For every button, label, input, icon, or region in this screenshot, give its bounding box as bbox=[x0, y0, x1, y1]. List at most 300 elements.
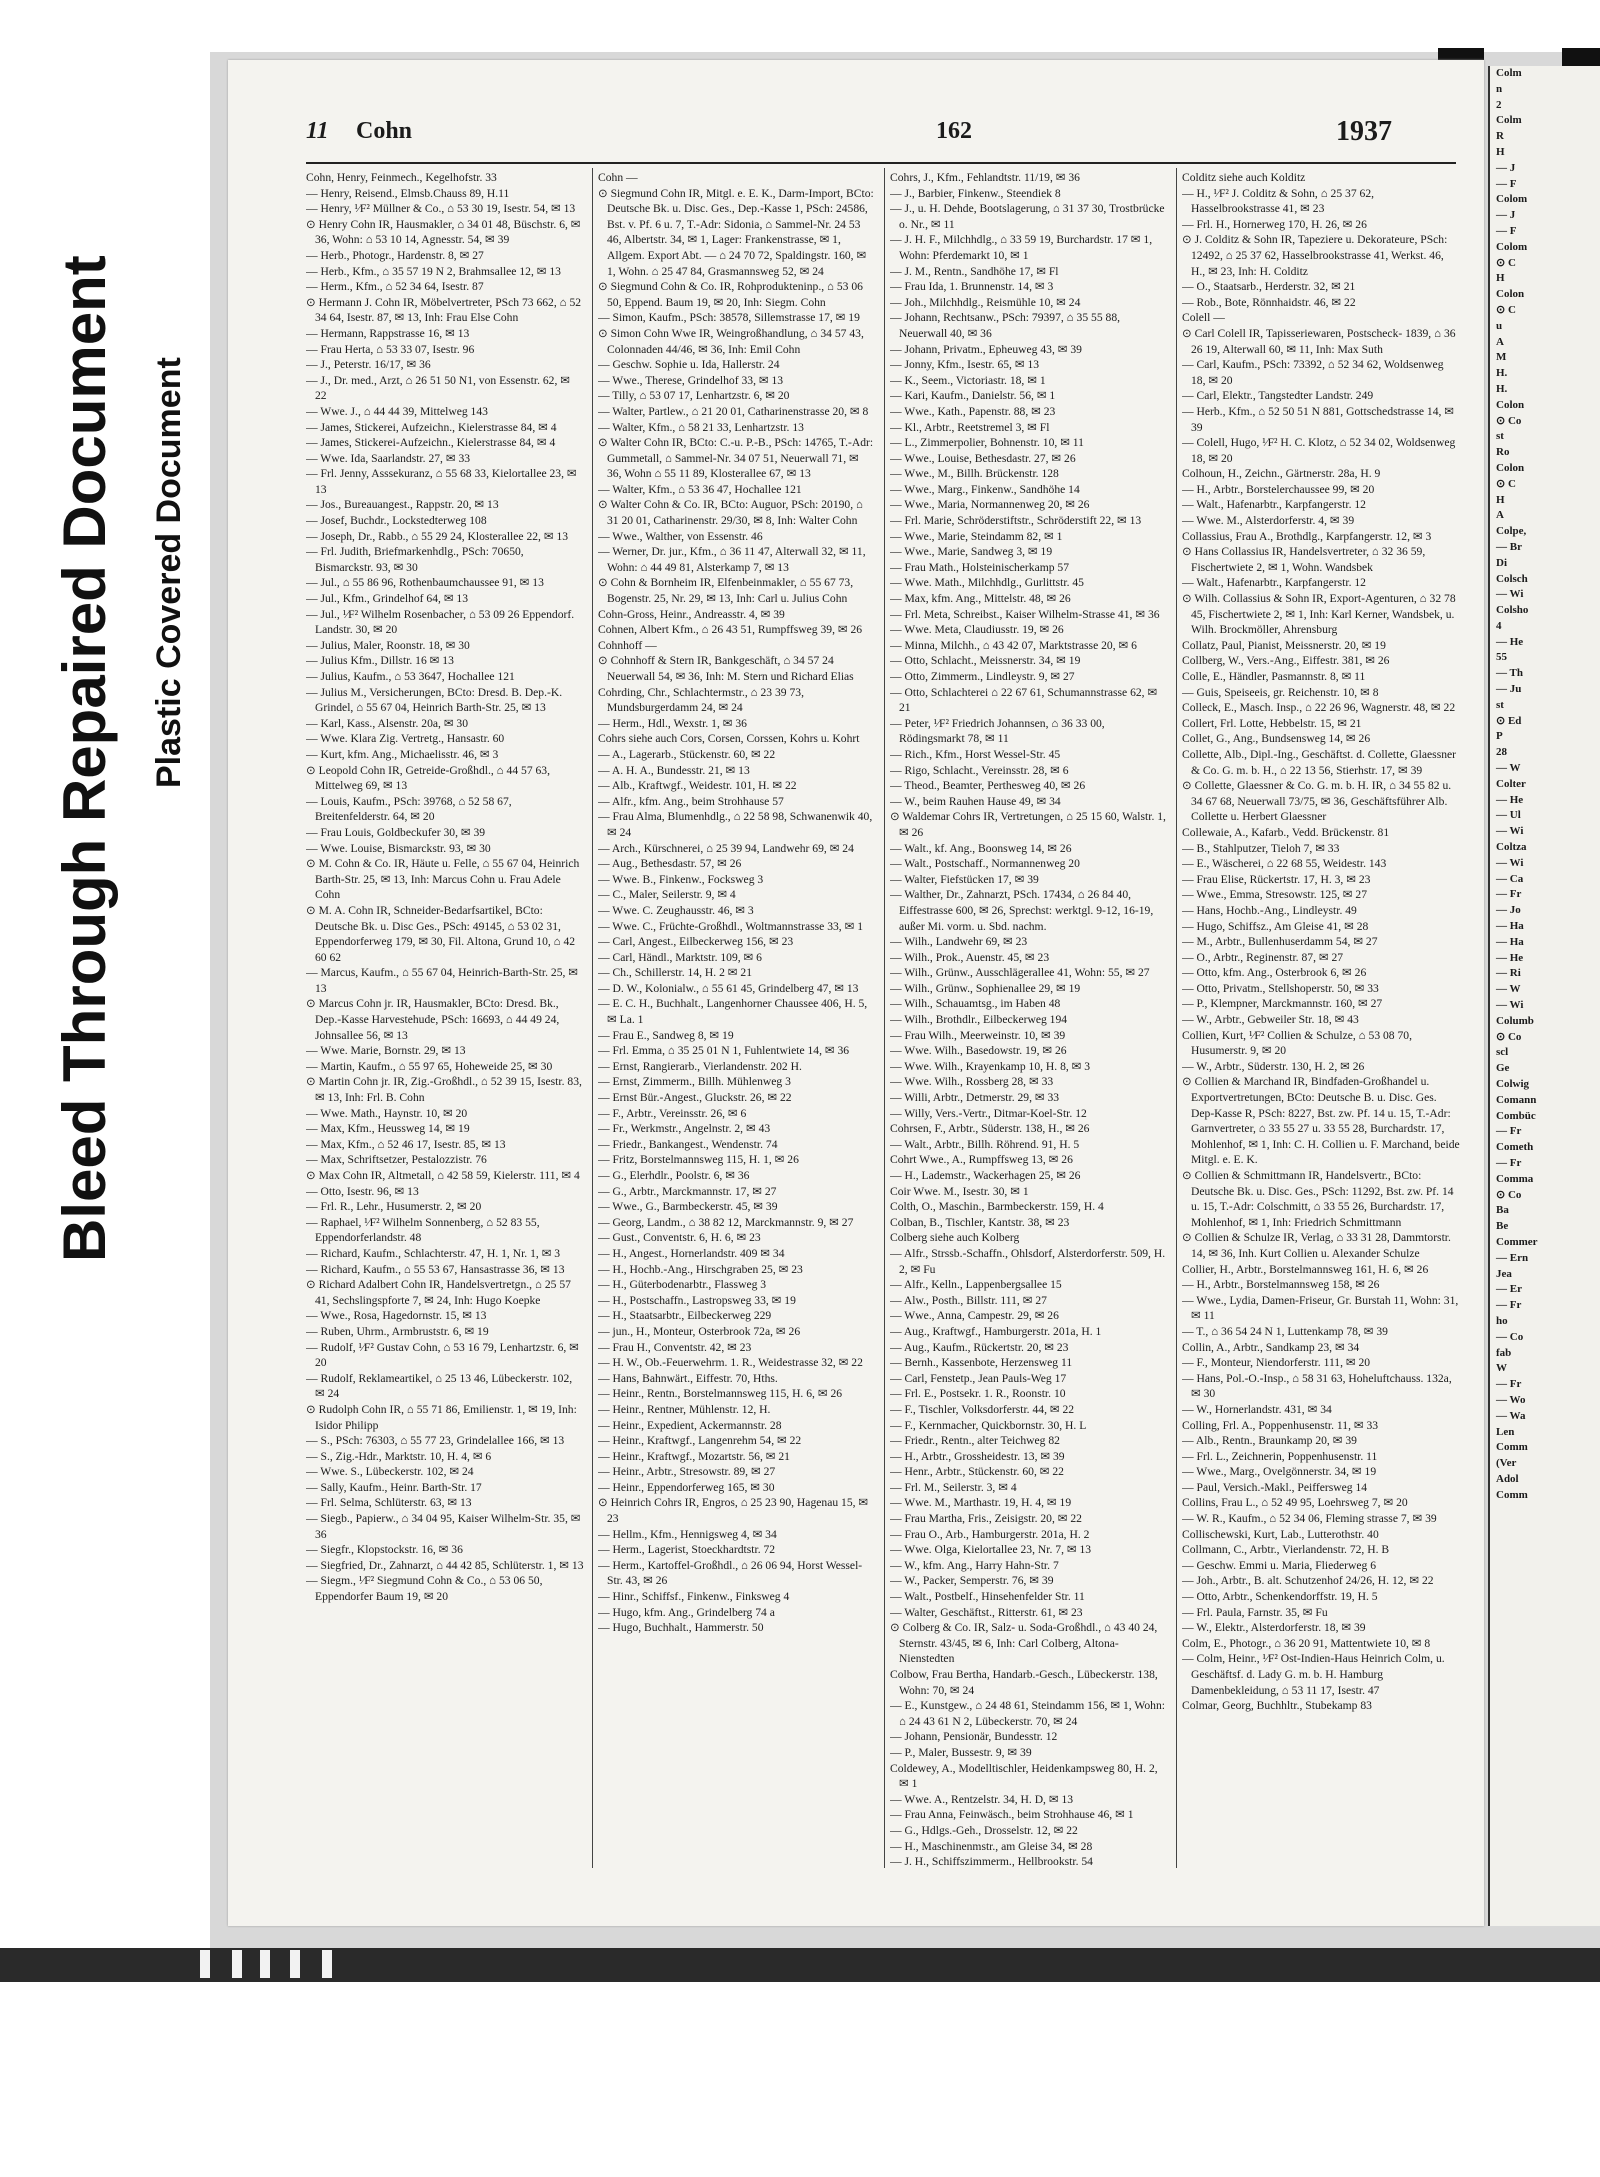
directory-entry: — Otto, Privatm., Stellshoperstr. 50, ✉ 33 bbox=[1182, 981, 1379, 995]
adjacent-page-fragment: Colter bbox=[1496, 777, 1526, 790]
directory-entry: — H., Angest., Hornerlandstr. 409 ✉ 34 bbox=[598, 1246, 785, 1260]
top-margin bbox=[0, 0, 1600, 50]
adjacent-page-fragment: Colom bbox=[1496, 240, 1528, 253]
directory-entry: Colle, E., Händler, Pasmannstr. 8, ✉ 11 bbox=[1182, 670, 1366, 683]
directory-entry: — Wwe. Olga, Kielortallee 23, Nr. 7, ✉ 13 bbox=[890, 1543, 1092, 1557]
adjacent-page-fragment: H bbox=[1496, 493, 1505, 506]
directory-entry: — F., Monteur, Niendorferstr. 111, ✉ 20 bbox=[1182, 1356, 1371, 1370]
directory-entry: — Hans, Hochb.-Ang., Lindleystr. 49 bbox=[1182, 903, 1357, 917]
directory-entry: — Richard, Kaufm., ⌂ 55 53 67, Hansastrasse 36, ✉ 13 bbox=[306, 1262, 565, 1276]
directory-entry: — Herm., Hdl., Wexstr. 1, ✉ 36 bbox=[598, 716, 747, 730]
film-notch bbox=[232, 1950, 242, 1978]
directory-entry: — Walt., Hafenarbtr., Karpfangerstr. 12 bbox=[1182, 576, 1366, 590]
adjacent-page-fragment: H bbox=[1496, 145, 1505, 158]
directory-entry: Cohn — bbox=[598, 171, 638, 184]
annotation-plastic-covered: Plastic Covered Document bbox=[150, 357, 188, 788]
directory-entry: — Kl., Arbtr., Reetstremel 3, ✉ Fl bbox=[890, 420, 1050, 434]
directory-entry: — Wwe. Klara Zig. Vertretg., Hansastr. 60 bbox=[306, 732, 505, 746]
directory-entry: — Frl. Paula, Farnstr. 35, ✉ Fu bbox=[1182, 1605, 1328, 1619]
directory-entry: — Wwe. Wilh., Rossberg 28, ✉ 33 bbox=[890, 1075, 1054, 1089]
directory-entry: Collewaie, A., Kafarb., Vedd. Brückenstr. 81 bbox=[1182, 825, 1390, 839]
directory-entry: — Carl, Elektr., Tangstedter Landstr. 249 bbox=[1182, 389, 1374, 403]
adjacent-page-fragment: st bbox=[1496, 698, 1504, 711]
directory-entry: ⊙ Carl Colell IR, Tapisseriewaren, Postscheck- 1839, ⌂ 36 26 19, Alterwall 60, ✉ 11, Inh: Max Suth bbox=[1182, 326, 1456, 356]
adjacent-page-fragment: Colon bbox=[1496, 288, 1525, 301]
adjacent-page-fragment: Comma bbox=[1496, 1172, 1534, 1185]
directory-entry: — Frau Elise, Rückertstr. 17, H. 3, ✉ 23 bbox=[1182, 872, 1371, 886]
directory-entry: — Wwe. C., Früchte-Großhdl., Woltmannstrasse 33, ✉ 1 bbox=[598, 919, 863, 933]
directory-entry: — Sally, Kaufm., Heinr. Barth-Str. 17 bbox=[306, 1480, 482, 1494]
directory-entry: — Walt., kf. Ang., Boonsweg 14, ✉ 26 bbox=[890, 841, 1072, 855]
directory-entry: Colbow, Frau Bertha, Handarb.-Gesch., Lübeckerstr. 138, Wohn: 70, ✉ 24 bbox=[890, 1668, 1158, 1697]
directory-entry: — Wwe. Wilh., Krayenkamp 10, H. 8, ✉ 3 bbox=[890, 1059, 1091, 1073]
directory-entry: — H., Arbtr., Borstelerchaussee 99, ✉ 20 bbox=[1182, 482, 1375, 496]
adjacent-page-fragment: — Wi bbox=[1496, 999, 1524, 1012]
directory-entry: — H., Maschinenmstr., am Gleise 34, ✉ 28 bbox=[890, 1839, 1093, 1853]
directory-entry: — Joh., Arbtr., B. alt. Schutzenhof 24/26, H. 12, ✉ 22 bbox=[1182, 1574, 1434, 1588]
adjacent-page-fragment: — Wi bbox=[1496, 825, 1524, 838]
directory-entry: — J., Dr. med., Arzt, ⌂ 26 51 50 N1, von Essenstr. 62, ✉ 22 bbox=[306, 373, 570, 403]
directory-entry: ⊙ Siegmund Cohn IR, Mitgl. e. E. K., Darm-Import, BCto: Deutsche Bk. u. Disc. Ges., Dep.-Kasse 1, PSch: 24586, Bst. v. Pf. 6 u. 7, T.-Adr: Sidonia, ⌂ Sammel-Nr. 24 53 46, Albertstr. 34, ✉ 1, Lager: Frankenstrasse, ✉ 1, Allgem. Export Abt. — ⌂ 24 70 72, Spaldingstr. 160, ✉ 1, Wohn. ⌂ 25 47 84, Grasmannsweg 52, ✉ 24 bbox=[598, 186, 874, 278]
directory-entry: — Otto, kfm. Ang., Osterbrook 6, ✉ 26 bbox=[1182, 966, 1367, 980]
directory-entry: — Wwe. Wilh., Basedowstr. 19, ✉ 26 bbox=[890, 1044, 1067, 1058]
directory-entry: — Herm., Lagerist, Stoeckhardtstr. 72 bbox=[598, 1543, 776, 1557]
directory-entry: ⊙ Simon Cohn Wwe IR, Weingroßhandlung, ⌂ 34 57 43, Colonnaden 44/46, ✉ 36, Inh: Emil Cohn bbox=[598, 326, 864, 356]
adjacent-page-fragment: R bbox=[1496, 130, 1504, 143]
directory-entry: — Wwe., Louise, Bethesdastr. 27, ✉ 26 bbox=[890, 451, 1076, 465]
directory-entry: — Alb., Rentn., Braunkamp 20, ✉ 39 bbox=[1182, 1434, 1357, 1448]
directory-entry: — Max, Kfm., ⌂ 52 46 17, Isestr. 85, ✉ 13 bbox=[306, 1137, 506, 1151]
directory-entry: — Wwe., Emma, Stresowstr. 125, ✉ 27 bbox=[1182, 888, 1368, 902]
directory-entry: — Fritz, Borstelmannsweg 115, H. 1, ✉ 26 bbox=[598, 1153, 799, 1167]
adjacent-page-fragment: W bbox=[1496, 1362, 1507, 1375]
adjacent-page-fragment: — Ri bbox=[1496, 967, 1521, 980]
directory-entry: — H., Lademstr., Wackerhagen 25, ✉ 26 bbox=[890, 1169, 1081, 1182]
directory-entry: — Johann, Pensionär, Bundesstr. 12 bbox=[890, 1730, 1058, 1744]
directory-entry: — E. C. H., Buchhalt., Langenhorner Chaussee 406, H. 5, ✉ La. 1 bbox=[598, 997, 868, 1027]
adjacent-page-fragment: Jea bbox=[1496, 1267, 1512, 1280]
page-year: 1937 bbox=[1336, 116, 1392, 147]
directory-entry: ⊙ Walter Cohn IR, BCto: C.-u. P.-B., PSch: 14765, T.-Adr: Gummetall, ⌂ Sammel-Nr. 34 07 51, Neuerwall 71, ✉ 36, Wohn ⌂ 55 11 89, Klosterallee 67, ✉ 13 bbox=[598, 436, 874, 481]
directory-entry: Cohn-Gross, Heinr., Andreasstr. 4, ✉ 39 bbox=[598, 607, 785, 621]
directory-entry: — H., Arbtr., Grossheidestr. 13, ✉ 39 bbox=[890, 1449, 1065, 1463]
directory-entry: ⊙ Colberg & Co. IR, Salz- u. Soda-Großhdl., ⌂ 43 40 24, Sternstr. 43/45, ✉ 6, Inh: Carl Colberg, Altona-Nienstedten bbox=[890, 1621, 1158, 1666]
film-notch bbox=[200, 1950, 210, 1978]
directory-entry: Colditz siehe auch Kolditz bbox=[1182, 171, 1306, 184]
page-prefix: 11 bbox=[306, 118, 329, 144]
directory-entry: Collin, A., Arbtr., Sandkamp 23, ✉ 34 bbox=[1182, 1340, 1360, 1354]
directory-entry: — Frl. Judith, Briefmarkenhdlg., PSch: 70650, Bismarckstr. 93, ✉ 30 bbox=[306, 545, 524, 574]
adjacent-page-fragment: ⊙ Co bbox=[1496, 414, 1522, 427]
directory-entry: Collischewski, Kurt, Lab., Lutterothstr. 40 bbox=[1182, 1527, 1379, 1541]
adjacent-page-fragment: 4 bbox=[1496, 619, 1502, 632]
adjacent-page-fragment: ⊙ C bbox=[1496, 477, 1516, 490]
directory-entry: — Frau O., Arb., Hamburgerstr. 201a, H. 2 bbox=[890, 1527, 1090, 1541]
directory-entry: — Johann, Privatm., Epheuweg 43, ✉ 39 bbox=[890, 342, 1082, 356]
directory-entry: Collberg, W., Vers.-Ang., Eiffestr. 381, ✉ 26 bbox=[1182, 654, 1390, 668]
adjacent-page-fragment: Ro bbox=[1496, 446, 1510, 459]
directory-entry: — Heinr., Kraftwgf., Mozartstr. 56, ✉ 21 bbox=[598, 1449, 790, 1463]
directory-entry: ⊙ Marcus Cohn jr. IR, Hausmakler, BCto: Dresd. Bk., Dep.-Kasse Harvestehude, PSch: 16693, ⌂ 44 49 24, Johnsallee 56, ✉ 13 bbox=[306, 997, 560, 1042]
directory-entry: — Simon, Kaufm., PSch: 38578, Sillemstrasse 17, ✉ 19 bbox=[598, 311, 860, 325]
directory-entry: — Otto, Isestr. 96, ✉ 13 bbox=[306, 1184, 419, 1198]
directory-entry: Collmann, C., Arbtr., Vierlandenstr. 72, H. B bbox=[1182, 1543, 1390, 1557]
directory-entry: — Geschw. Sophie u. Ida, Hallerstr. 24 bbox=[598, 358, 780, 372]
directory-entry: — Geschw. Emmi u. Maria, Fliederweg 6 bbox=[1182, 1558, 1377, 1572]
adjacent-page-fragment: — Ha bbox=[1496, 920, 1524, 933]
directory-entry: — Hans, Pol.-O.-Insp., ⌂ 58 31 63, Hoheluftchauss. 132a, ✉ 30 bbox=[1182, 1371, 1452, 1401]
directory-entry: — Otto, Schlachterei ⌂ 22 67 61, Schumannstrasse 62, ✉ 21 bbox=[890, 685, 1158, 715]
directory-entry: Cohrs siehe auch Cors, Corsen, Corssen, Kohrs u. Kohrt bbox=[598, 732, 860, 746]
directory-entry: Collet, G., Ang., Bundsensweg 14, ✉ 26 bbox=[1182, 732, 1371, 746]
directory-entry: — Wwe., Lydia, Damen-Friseur, Gr. Burstah 11, Wohn: 31, ✉ 11 bbox=[1182, 1293, 1459, 1323]
directory-entry: — T., ⌂ 36 54 24 N 1, Luttenkamp 78, ✉ 39 bbox=[1182, 1324, 1388, 1338]
directory-entry: — Otto, Arbtr., Schenkendorffstr. 19, H. 5 bbox=[1182, 1590, 1378, 1604]
directory-entry: Colberg siehe auch Kolberg bbox=[890, 1231, 1020, 1245]
directory-entry: — Karl, Kass., Alsenstr. 20a, ✉ 30 bbox=[306, 716, 469, 730]
directory-entry: — O., Arbtr., Reginenstr. 87, ✉ 27 bbox=[1182, 950, 1344, 964]
directory-entry: Cohrs, J., Kfm., Fehlandtstr. 11/19, ✉ 36 bbox=[890, 171, 1080, 184]
directory-entry: Colleck, E., Masch. Insp., ⌂ 22 26 96, Wagnerstr. 48, ✉ 22 bbox=[1182, 701, 1456, 715]
directory-entry: ⊙ Max Cohn IR, Altmetall, ⌂ 42 58 59, Kielerstr. 111, ✉ 4 bbox=[306, 1169, 580, 1182]
directory-entry: — Wwe., Therese, Grindelhof 33, ✉ 13 bbox=[598, 373, 784, 387]
adjacent-page-fragment: Colsch bbox=[1496, 572, 1528, 585]
directory-column-4 bbox=[1182, 170, 1460, 1870]
adjacent-page-fragment: Ba bbox=[1496, 1204, 1509, 1217]
directory-entry: — Frl. H., Hornerweg 170, H. 26, ✉ 26 bbox=[1182, 217, 1367, 231]
adjacent-page-fragment: ho bbox=[1496, 1314, 1508, 1327]
directory-entry: — Raphael, ¹⁄F² Wilhelm Sonnenberg, ⌂ 52 83 55, Eppendorferlandstr. 48 bbox=[306, 1215, 540, 1245]
directory-entry: — Frau Wilh., Meerweinstr. 10, ✉ 39 bbox=[890, 1028, 1066, 1042]
adjacent-page-fragment: — Fr bbox=[1496, 1378, 1522, 1391]
directory-entry: — Otto, Zimmerm., Lindleystr. 9, ✉ 27 bbox=[890, 670, 1075, 683]
directory-entry: — Herm., Kfm., ⌂ 52 34 64, Isestr. 87 bbox=[306, 280, 484, 294]
directory-entry: — H., Güterbodenarbtr., Flassweg 3 bbox=[598, 1278, 767, 1292]
directory-entry: — Jonny, Kfm., Isestr. 65, ✉ 13 bbox=[890, 358, 1040, 372]
directory-column-3 bbox=[890, 170, 1168, 1870]
directory-entry: — Wilh., Schauamtsg., im Haben 48 bbox=[890, 997, 1061, 1011]
directory-entry: — W., Elektr., Alsterdorferstr. 18, ✉ 39 bbox=[1182, 1621, 1366, 1635]
directory-entry: — Alb., Kraftwgf., Weidestr. 101, H. ✉ 22 bbox=[598, 779, 797, 793]
adjacent-page-fragment: ⊙ Co bbox=[1496, 1188, 1522, 1201]
adjacent-page-fragment: Adol bbox=[1496, 1472, 1519, 1485]
adjacent-page-fragment: Colwig bbox=[1496, 1078, 1529, 1090]
directory-entry: — Heinr., Arbtr., Stresowstr. 89, ✉ 27 bbox=[598, 1465, 776, 1479]
directory-entry: — Heinr., Kraftwgf., Langenrehm 54, ✉ 22 bbox=[598, 1434, 802, 1448]
directory-entry: — Heinr., Eppendorferweg 165, ✉ 30 bbox=[598, 1480, 775, 1494]
adjacent-page-fragment: ⊙ C bbox=[1496, 303, 1516, 316]
directory-entry: — Hinr., Schiffsf., Finkenw., Finksweg 4 bbox=[598, 1590, 790, 1604]
directory-entry: — Colm, Heinr., ¹⁄F² Ost-Indien-Haus Heinrich Colm, u. Geschäftsf. d. Lady G. m. b. H. Hamburg Damenbekleidung, ⌂ 53 11 17, Isestr. 47 bbox=[1182, 1652, 1445, 1697]
directory-entry: Collins, Frau L., ⌂ 52 49 95, Loehrsweg 7, ✉ 20 bbox=[1182, 1496, 1408, 1510]
directory-entry: — Wwe. A., Rentzelstr. 34, H. D, ✉ 13 bbox=[890, 1792, 1074, 1806]
adjacent-page-fragment: — Br bbox=[1496, 540, 1522, 553]
adjacent-page-fragment: 28 bbox=[1496, 746, 1507, 759]
column-divider bbox=[592, 168, 593, 1868]
directory-entry: — Walt., Hafenarbtr., Karpfangerstr. 12 bbox=[1182, 498, 1366, 512]
directory-entry: — Julius, Maler, Roonstr. 18, ✉ 30 bbox=[306, 638, 470, 652]
directory-entry: — Hermann, Rappstrasse 16, ✉ 13 bbox=[306, 326, 470, 340]
directory-entry: Colmar, Georg, Buchhltr., Stubekamp 83 bbox=[1182, 1699, 1372, 1713]
directory-entry: ⊙ Waldemar Cohrs IR, Vertretungen, ⌂ 25 15 60, Walstr. 1, ✉ 26 bbox=[890, 810, 1166, 839]
directory-entry: — Wwe., Marg., Finkenw., Sandhöhe 14 bbox=[890, 482, 1080, 496]
adjacent-page-fragment: — Ul bbox=[1496, 809, 1521, 822]
directory-entry: — Walt., Postbelf., Hinsehenfelder Str. 11 bbox=[890, 1590, 1085, 1604]
directory-page bbox=[228, 60, 1484, 1926]
directory-entry: — Frau Martha, Fris., Zeisigstr. 20, ✉ 22 bbox=[890, 1512, 1082, 1526]
directory-entry: — Max, Kfm., Heussweg 14, ✉ 19 bbox=[306, 1122, 470, 1136]
directory-entry: — W., Arbtr., Gebweiler Str. 18, ✉ 43 bbox=[1182, 1013, 1359, 1027]
adjacent-page-fragment: — Ju bbox=[1496, 683, 1522, 696]
directory-entry: — Wwe. Ida, Saarlandstr. 27, ✉ 33 bbox=[306, 451, 471, 465]
directory-entry: ⊙ Cohnhoff & Stern IR, Bankgeschäft, ⌂ 34 57 24 Neuerwall 54, ✉ 36, Inh: M. Stern und Richard Elias bbox=[598, 654, 854, 683]
directory-entry: — Walter, Partlew., ⌂ 21 20 01, Catharinenstrasse 20, ✉ 8 bbox=[598, 404, 869, 418]
adjacent-page-fragment: — Wa bbox=[1496, 1409, 1526, 1422]
directory-entry: — Herb., Photogr., Hardenstr. 8, ✉ 27 bbox=[306, 248, 484, 262]
adjacent-page-fragment: ⊙ Co bbox=[1496, 1030, 1522, 1043]
directory-entry: — Wwe. Math., Milchhdlg., Gurlittstr. 45 bbox=[890, 576, 1084, 590]
directory-entry: — Frl. Selma, Schlüterstr. 63, ✉ 13 bbox=[306, 1496, 472, 1510]
directory-entry: — Alfr., Strssb.-Schaffn., Ohlsdorf, Alsterdorferstr. 509, H. 2, ✉ Fu bbox=[890, 1246, 1166, 1276]
directory-entry: — Willi, Arbtr., Detmerstr. 29, ✉ 33 bbox=[890, 1091, 1060, 1105]
directory-entry: — Wwe. Marie, Bornstr. 29, ✉ 13 bbox=[306, 1044, 466, 1058]
directory-entry: — Heinr., Expedient, Ackermannstr. 28 bbox=[598, 1418, 782, 1432]
directory-entry: — S., PSch: 76303, ⌂ 55 77 23, Grindelallee 166, ✉ 13 bbox=[306, 1434, 565, 1448]
adjacent-page-fragment: 2 bbox=[1496, 98, 1502, 111]
directory-entry: — Arch., Kürschnerei, ⌂ 25 39 94, Landwehr 69, ✉ 24 bbox=[598, 841, 854, 855]
directory-entry: ⊙ Collien & Schulze IR, Verlag, ⌂ 33 31 28, Dammtorstr. 14, ✉ 36, Inh. Kurt Collien u. Alexander Schulze bbox=[1182, 1231, 1451, 1260]
directory-entry: — Marcus, Kaufm., ⌂ 55 67 04, Heinrich-Barth-Str. 25, ✉ 13 bbox=[306, 966, 579, 995]
directory-entry: — J. H. F., Milchhdlg., ⌂ 33 59 19, Burchardstr. 17 ✉ 1, Wohn: Pferdemarkt 10, ✉ 1 bbox=[890, 233, 1153, 262]
directory-entry: — Wwe., Marie, Sandweg 3, ✉ 19 bbox=[890, 545, 1053, 559]
directory-entry: ⊙ Walter Cohn & Co. IR, BCto: Auguor, PSch: 20190, ⌂ 31 20 01, Catharinenstr. 29/30, ✉ 8, Inh: Walter Cohn bbox=[598, 498, 863, 528]
directory-entry: ⊙ Collien & Marchand IR, Bindfaden-Großhandel u. Exportvertretungen, BCto: Deutsche B. u. Disc. Ges. Dep-Kasse R, PSch: 8227, Bst. zw. Pf. 14 u. 15, T.-Adr: Garnvertreter, ⌂ 33 55 27 u. 33 55 28, Burchardstr. 17, Mohlenhof, ✉ 1, Inh: C. H. Collien u. F. Marchand, beide Mitgl. e. E. K. bbox=[1182, 1075, 1460, 1167]
directory-entry: — Alfr., kfm. Ang., beim Strohhause 57 bbox=[598, 794, 784, 808]
directory-entry: — M., Arbtr., Bullenhuserdamm 54, ✉ 27 bbox=[1182, 935, 1378, 949]
directory-entry: ⊙ Martin Cohn jr. IR, Zig.-Großhdl., ⌂ 52 39 15, Isestr. 83, ✉ 13, Inh: Frl. B. Cohn bbox=[306, 1075, 582, 1105]
directory-entry: — W., Packer, Semperstr. 76, ✉ 39 bbox=[890, 1574, 1054, 1588]
adjacent-page-fragment: H. bbox=[1496, 367, 1508, 380]
directory-entry: — Louis, Kaufm., PSch: 39768, ⌂ 52 58 67, Breitenfelderstr. 64, ✉ 20 bbox=[306, 794, 512, 824]
directory-entry: — Wwe., Rosa, Hagedornstr. 15, ✉ 13 bbox=[306, 1309, 487, 1323]
directory-entry: — Wwe., Kath., Papenstr. 88, ✉ 23 bbox=[890, 404, 1056, 418]
directory-entry: — Wwe. Math., Haynstr. 10, ✉ 20 bbox=[306, 1106, 468, 1120]
adjacent-page-fragment: n bbox=[1496, 82, 1503, 95]
directory-entry: — Colell, Hugo, ¹⁄F² H. C. Klotz, ⌂ 52 34 02, Woldsenweg 18, ✉ 20 bbox=[1182, 436, 1456, 465]
directory-entry: — Carl, Kaufm., PSch: 73392, ⌂ 52 34 62, Woldsenweg 18, ✉ 20 bbox=[1182, 358, 1444, 387]
directory-entry: — Tilly, ⌂ 53 07 17, Lenhartzstr. 6, ✉ 20 bbox=[598, 389, 790, 403]
directory-entry: — Otto, Schlacht., Meissnerstr. 34, ✉ 19 bbox=[890, 654, 1081, 668]
directory-entry: — Rigo, Schlacht., Vereinsstr. 28, ✉ 6 bbox=[890, 763, 1069, 777]
directory-entry: — Wilh., Brothdlr., Eilbeckerweg 194 bbox=[890, 1013, 1068, 1027]
directory-entry: — Walter, Kfm., ⌂ 53 36 47, Hochallee 121 bbox=[598, 482, 802, 496]
adjacent-page-fragment: u bbox=[1496, 319, 1503, 332]
directory-entry: ⊙ Heinrich Cohrs IR, Engros, ⌂ 25 23 90, Hagenau 15, ✉ 23 bbox=[598, 1496, 869, 1526]
adjacent-page-fragment: Comann bbox=[1496, 1093, 1537, 1106]
directory-entry: — Frl. R., Lehr., Husumerstr. 2, ✉ 20 bbox=[306, 1200, 482, 1214]
directory-entry: — F., Kernmacher, Quickbornstr. 30, H. L bbox=[890, 1418, 1087, 1432]
directory-entry: — Henry, Reisend., Elmsb.Chauss 89, H.11 bbox=[306, 186, 510, 200]
adjacent-page-fragment: — Fr bbox=[1496, 1156, 1522, 1169]
directory-entry: — Ernst, Rangierarb., Vierlandenstr. 202 H. bbox=[598, 1059, 802, 1073]
directory-entry: — Kurt, kfm. Ang., Michaelisstr. 46, ✉ 3 bbox=[306, 747, 499, 761]
directory-entry: — W. R., Kaufm., ⌂ 52 34 06, Fleming strasse 7, ✉ 39 bbox=[1182, 1512, 1437, 1526]
directory-entry: Collatz, Paul, Pianist, Meissnerstr. 20, ✉ 19 bbox=[1182, 638, 1386, 652]
adjacent-page-fragment: — Wo bbox=[1496, 1393, 1526, 1406]
directory-entry: — J., Barbier, Finkenw., Steendiek 8 bbox=[890, 186, 1061, 200]
directory-entry: — Wilh., Prok., Auenstr. 45, ✉ 23 bbox=[890, 950, 1050, 964]
directory-entry: — Walter, Kfm., ⌂ 58 21 33, Lenhartzstr. 13 bbox=[598, 420, 804, 434]
directory-entry: — Richard, Kaufm., Schlachterstr. 47, H. 1, Nr. 1, ✉ 3 bbox=[306, 1246, 561, 1260]
directory-entry: — Frau Louis, Goldbeckufer 30, ✉ 39 bbox=[306, 825, 486, 839]
directory-entry: — Guis, Speiseeis, gr. Reichenstr. 10, ✉ 8 bbox=[1182, 685, 1379, 699]
directory-entry: Collette, Alb., Dipl.-Ing., Geschäftst. d. Collette, Glaessner & Co. G. m. b. H., ⌂ 22 13 56, Stierhstr. 17, ✉ 39 bbox=[1182, 747, 1457, 777]
directory-entry: — Carl, Angest., Eilbeckerweg 156, ✉ 23 bbox=[598, 935, 794, 949]
directory-entry: — Frl. Jenny, Asssekuranz, ⌂ 55 68 33, Kielortallee 23, ✉ 13 bbox=[306, 467, 577, 496]
directory-entry: ⊙ M. A. Cohn IR, Schneider-Bedarfsartikel, BCto: Deutsche Bk. u. Disc Ges., PSch: 49145, ⌂ 53 02 31, Eppendorferweg 179, ✉ 30, Fil. Altona, Grund 10, ⌂ 42 60 62 bbox=[306, 903, 576, 964]
directory-entry: — L., Zimmerpolier, Bohnenstr. 10, ✉ 11 bbox=[890, 436, 1084, 450]
adjacent-page-fragment: Ge bbox=[1496, 1062, 1510, 1075]
directory-entry: — Peter, ¹⁄F² Friedrich Johannsen, ⌂ 36 33 00, Rödingsmarkt 78, ✉ 11 bbox=[890, 716, 1105, 746]
adjacent-page-fragment: — He bbox=[1496, 793, 1524, 806]
directory-entry: — D. W., Kolonialw., ⌂ 55 61 45, Grindelberg 47, ✉ 13 bbox=[598, 981, 859, 995]
directory-entry: — Walter, Geschäftst., Ritterstr. 61, ✉ 23 bbox=[890, 1605, 1083, 1619]
directory-entry: — Wwe. Louise, Bismarckstr. 93, ✉ 30 bbox=[306, 841, 491, 855]
directory-entry: — Frau H., Conventstr. 42, ✉ 23 bbox=[598, 1340, 752, 1354]
directory-entry: — Gust., Conventstr. 6, H. 6, ✉ 23 bbox=[598, 1231, 761, 1245]
directory-entry: — Jul., Kfm., Grindelhof 64, ✉ 13 bbox=[306, 592, 469, 606]
page-number: 162 bbox=[936, 118, 972, 144]
directory-entry: — Wwe., G., Barmbeckerstr. 45, ✉ 39 bbox=[598, 1200, 778, 1214]
directory-entry: — E., Wäscherei, ⌂ 22 68 55, Weidestr. 143 bbox=[1182, 857, 1387, 871]
directory-entry: — James, Stickerei-Aufzeichn., Kielerstrasse 84, ✉ 4 bbox=[306, 436, 556, 450]
directory-entry: — W., Arbtr., Süderstr. 130, H. 2, ✉ 26 bbox=[1182, 1059, 1365, 1073]
directory-entry: Coir Wwe. M., Isestr. 30, ✉ 1 bbox=[890, 1184, 1029, 1198]
directory-entry: — Walter, Fiefstücken 17, ✉ 39 bbox=[890, 872, 1039, 886]
directory-entry: — H., Postschaffn., Lastropsweg 33, ✉ 19 bbox=[598, 1293, 796, 1307]
directory-entry: — G., Elerhdlr., Poolstr. 6, ✉ 36 bbox=[598, 1169, 750, 1182]
adjacent-page-fragment: — He bbox=[1496, 951, 1524, 964]
adjacent-page-fragment: Colm bbox=[1496, 67, 1522, 79]
directory-entry: — Hugo, Schiffsz., Am Gleise 41, ✉ 28 bbox=[1182, 919, 1369, 933]
adjacent-page-fragment: Colom bbox=[1496, 193, 1528, 206]
adjacent-page-fragment: — Fr bbox=[1496, 888, 1522, 901]
adjacent-page-fragment: — F bbox=[1496, 177, 1517, 190]
directory-entry: ⊙ Cohn & Bornheim IR, Elfenbeinmakler, ⌂ 55 67 73, Bogenstr. 25, Nr. 29, ✉ 13, Inh: Carl u. Julius Cohn bbox=[598, 576, 854, 606]
directory-entry: — Rudolf, Reklameartikel, ⌂ 25 13 46, Lübeckerstr. 102, ✉ 24 bbox=[306, 1371, 573, 1401]
directory-entry: Collassius, Frau A., Brothdlg., Karpfangerstr. 12, ✉ 3 bbox=[1182, 529, 1432, 543]
adjacent-page-fragment: — F bbox=[1496, 224, 1517, 237]
directory-entry: Cohrt Wwe., A., Rumpffsweg 13, ✉ 26 bbox=[890, 1153, 1073, 1167]
page-heading-name: Cohn bbox=[356, 118, 413, 144]
directory-entry: — Wwe., Walther, von Essenstr. 46 bbox=[598, 529, 763, 543]
adjacent-page-fragment: — Co bbox=[1496, 1330, 1524, 1343]
adjacent-page-fragment: A bbox=[1496, 335, 1504, 348]
directory-entry: — C., Maler, Seilerstr. 9, ✉ 4 bbox=[598, 888, 736, 902]
directory-entry: — Wilh., Grünw., Ausschlägerallee 41, Wohn: 55, ✉ 27 bbox=[890, 966, 1150, 980]
directory-entry: — J., u. H. Dehde, Bootslagerung, ⌂ 31 37 30, Trostbrücke o. Nr., ✉ 11 bbox=[890, 202, 1165, 231]
directory-entry: Collier, H., Arbtr., Borstelmannsweg 161, H. 6, ✉ 26 bbox=[1182, 1262, 1429, 1276]
adjacent-page-fragment: scl bbox=[1496, 1046, 1509, 1059]
header-rule bbox=[306, 162, 1456, 164]
directory-entry: — Heinr., Rentner, Mühlenstr. 12, H. bbox=[598, 1402, 771, 1416]
directory-entry: — Wwe. Meta, Claudiusstr. 19, ✉ 26 bbox=[890, 623, 1064, 637]
directory-entry: ⊙ Collette, Glaessner & Co. G. m. b. H. IR, ⌂ 34 55 82 u. 34 67 68, Neuerwall 73/75, ✉ 36, Geschäftsführer Alb. Collette u. Herbert Glaessner bbox=[1182, 779, 1452, 824]
directory-entry: — Wwe. B., Finkenw., Focksweg 3 bbox=[598, 872, 764, 886]
adjacent-page-fragment: — He bbox=[1496, 635, 1524, 648]
directory-entry: ⊙ J. Colditz & Sohn IR, Tapeziere u. Dekorateure, PSch: 12492, ⌂ 25 37 62, Hasselbrookstrasse 41, Werkst. 46, H., ✉ 23, Inh: H. Colditz bbox=[1182, 233, 1448, 278]
directory-entry: — Walther, Dr., Zahnarzt, PSch. 17434, ⌂ 26 84 40, Eiffestrasse 600, ✉ 26, Sprechst: werktgl. 9-12, 16-19, außer Mi. vorm. u. Sbd. nachm. bbox=[890, 888, 1154, 933]
directory-entry: — Frau Herta, ⌂ 53 33 07, Isestr. 96 bbox=[306, 342, 475, 356]
adjacent-page-fragment: Colon bbox=[1496, 398, 1525, 411]
directory-entry: — Theod., Beamter, Perthesweg 40, ✉ 26 bbox=[890, 779, 1086, 793]
directory-entry: — Aug., Kraftwgf., Hamburgerstr. 201a, H. 1 bbox=[890, 1324, 1102, 1338]
adjacent-page-fragment: Comm bbox=[1496, 1488, 1528, 1501]
directory-entry: — Max, Schriftsetzer, Pestalozzistr. 76 bbox=[306, 1153, 487, 1167]
directory-entry: — H., Staatsarbtr., Eilbeckerweg 229 bbox=[598, 1309, 772, 1323]
adjacent-page-fragment: Combüc bbox=[1496, 1109, 1536, 1122]
directory-entry: Cohrsen, F., Arbtr., Süderstr. 138, H., ✉ 26 bbox=[890, 1122, 1090, 1136]
directory-entry: — James, Stickerei, Aufzeichn., Kielerstrasse 84, ✉ 4 bbox=[306, 420, 557, 434]
directory-entry: ⊙ Hermann J. Cohn IR, Möbelvertreter, PSch 73 662, ⌂ 52 34 64, Isestr. 87, ✉ 13, Inh: Frau Else Cohn bbox=[306, 295, 582, 325]
directory-entry: — J. M., Rentn., Sandhöhe 17, ✉ Fl bbox=[890, 264, 1059, 278]
directory-entry: ⊙ Leopold Cohn IR, Getreide-Großhdl., ⌂ 44 57 63, Mittelweg 69, ✉ 13 bbox=[306, 763, 551, 793]
directory-entry: — Carl, Fenstetp., Jean Pauls-Weg 17 bbox=[890, 1371, 1067, 1385]
directory-entry: Cohrding, Chr., Schlachtermstr., ⌂ 23 39 73, Mundsburgerdamm 24, ✉ 24 bbox=[598, 685, 804, 715]
adjacent-page-fragment: A bbox=[1496, 509, 1504, 522]
directory-entry: Collien, Kurt, ¹⁄F² Collien & Schulze, ⌂ 53 08 70, Husumerstr. 9, ✉ 20 bbox=[1182, 1028, 1412, 1058]
adjacent-page-fragment: st bbox=[1496, 430, 1504, 443]
directory-entry: — H., Arbtr., Borstelmannsweg 158, ✉ 26 bbox=[1182, 1278, 1380, 1292]
directory-entry: Colell — bbox=[1182, 311, 1225, 325]
directory-entry: — Willy, Vers.-Vertr., Ditmar-Koel-Str. 12 bbox=[890, 1106, 1087, 1120]
adjacent-page-fragment: Coltza bbox=[1496, 841, 1527, 854]
directory-entry: Cohnen, Albert Kfm., ⌂ 26 43 51, Rumpffsweg 39, ✉ 26 bbox=[598, 623, 863, 637]
adjacent-page-fragment: — W bbox=[1496, 983, 1521, 996]
directory-entry: ⊙ Wilh. Collassius & Sohn IR, Export-Agenturen, ⌂ 32 78 45, Fischertwiete 2, ✉ 1, Inh: Karl Kerner, Wandsbek, u. Wilh. Brockmöller, Ahrensburg bbox=[1182, 592, 1456, 637]
directory-entry: ⊙ Rudolph Cohn IR, ⌂ 55 71 86, Emilienstr. 1, ✉ 19, Inh: Isidor Philipp bbox=[306, 1402, 577, 1432]
directory-entry: — Julius M., Versicherungen, BCto: Dresd. B. Dep.-K. Grindel, ⌂ 55 67 04, Heinrich Barth-Str. 25, ✉ 13 bbox=[306, 685, 563, 715]
film-notch bbox=[322, 1950, 332, 1978]
directory-entry: — Wwe., Marg., Ovelgönnerstr. 34, ✉ 19 bbox=[1182, 1465, 1377, 1479]
directory-entry: — Wwe. C. Zeughausstr. 46, ✉ 3 bbox=[598, 903, 754, 917]
directory-entry: — Jul., ¹⁄F² Wilhelm Rosenbacher, ⌂ 53 09 26 Eppendorf. Landstr. 30, ✉ 20 bbox=[306, 607, 575, 637]
annotation-bleed-through: Bleed Through Repaired Document bbox=[51, 255, 118, 1262]
directory-entry: — Henr., Arbtr., Stückenstr. 60, ✉ 22 bbox=[890, 1465, 1064, 1479]
directory-entry: — Frau Alma, Blumenhdlg., ⌂ 22 58 98, Schwanenwik 40, ✉ 24 bbox=[598, 810, 873, 839]
directory-entry: — Carl, Händl., Marktstr. 109, ✉ 6 bbox=[598, 950, 762, 964]
directory-entry: — jun., H., Monteur, Osterbrook 72a, ✉ 26 bbox=[598, 1324, 801, 1338]
adjacent-page-fragment: H. bbox=[1496, 382, 1508, 395]
directory-entry: — Heinr., Rentn., Borstelmannsweg 115, H. 6, ✉ 26 bbox=[598, 1387, 843, 1401]
directory-entry: — Hans, Bahnwärt., Eiffestr. 70, Hths. bbox=[598, 1371, 778, 1385]
directory-entry: Colm, E., Photogr., ⌂ 36 20 91, Mattentwiete 10, ✉ 8 bbox=[1182, 1636, 1431, 1650]
directory-entry: — Werner, Dr. jur., Kfm., ⌂ 36 11 47, Alterwall 32, ✉ 11, Wohn: ⌂ 44 49 81, Alsterkamp 7, ✉ 13 bbox=[598, 545, 866, 574]
directory-entry: — Paul, Versich.-Makl., Peiffersweg 14 bbox=[1182, 1480, 1368, 1494]
directory-entry: Cohnhoff — bbox=[598, 638, 657, 652]
directory-entry: — Wwe., Anna, Campestr. 29, ✉ 26 bbox=[890, 1309, 1059, 1323]
directory-entry: — Rich., Kfm., Horst Wessel-Str. 45 bbox=[890, 747, 1061, 761]
directory-entry: — Ernst Bür.-Angest., Gluckstr. 26, ✉ 22 bbox=[598, 1091, 792, 1105]
adjacent-page-fragment: Colm bbox=[1496, 114, 1522, 127]
directory-entry: — Fr., Werkmstr., Angelnstr. 2, ✉ 43 bbox=[598, 1122, 771, 1136]
directory-entry: — Wilh., Landwehr 69, ✉ 23 bbox=[890, 935, 1028, 949]
adjacent-page-fragment: P bbox=[1496, 730, 1503, 743]
adjacent-page-fragment: 55 bbox=[1496, 651, 1507, 664]
directory-entry: — Minna, Milchh., ⌂ 43 42 07, Marktstrasse 20, ✉ 6 bbox=[890, 638, 1137, 652]
directory-entry: — Hugo, kfm. Ang., Grindelberg 74 a bbox=[598, 1605, 775, 1619]
directory-entry: — Julius, Kaufm., ⌂ 53 3647, Hochallee 121 bbox=[306, 670, 515, 683]
